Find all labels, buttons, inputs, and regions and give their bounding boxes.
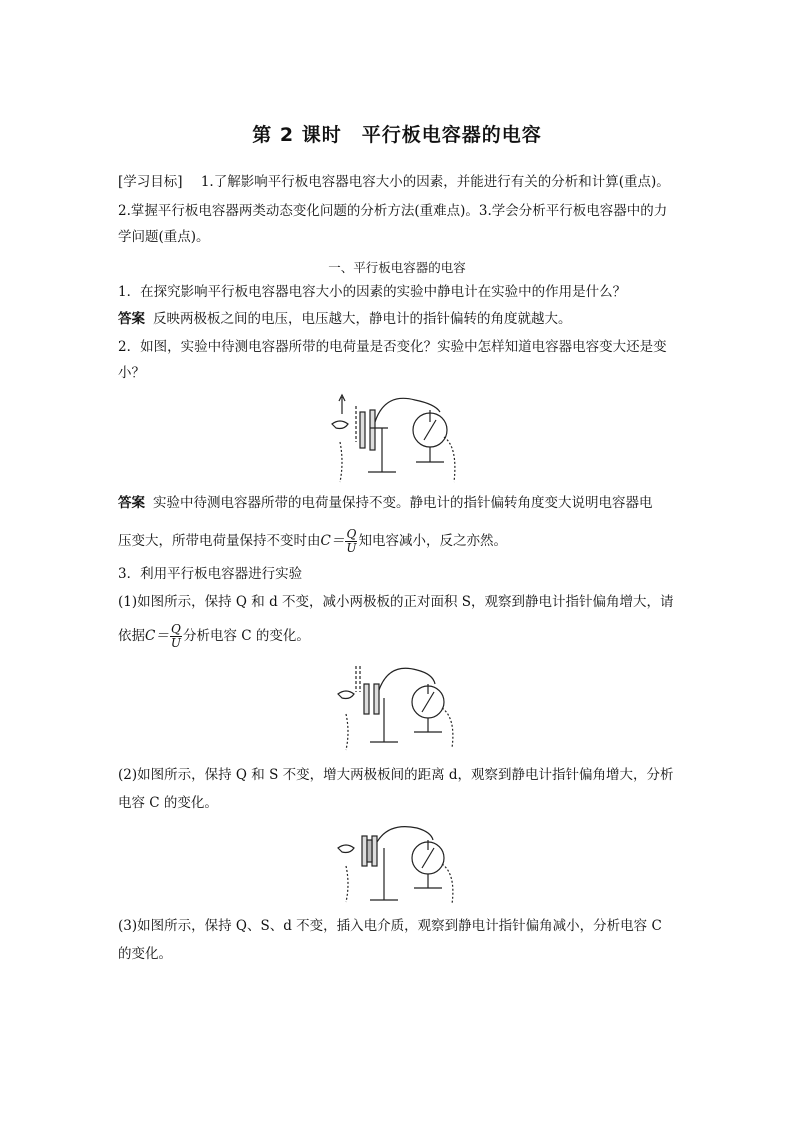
electroscope-figure-3 — [336, 822, 466, 908]
learning-goals-line3: 学问题(重点)。 — [118, 229, 210, 245]
answer-label: 答案 — [118, 311, 145, 327]
question-1: 1．在探究影响平行板电容器电容大小的因素的实验中静电计在实验中的作用是什么？ — [118, 284, 627, 300]
question-3-2-line1: (2)如图所示，保持 Q 和 S 不变，增大两极板间的距离 d，观察到静电计指针偏角增大，分析 — [118, 767, 674, 783]
formula-numerator: Q — [170, 622, 181, 636]
answer-label: 答案 — [118, 495, 145, 511]
answer-2-text2-post: 知电容减小，反之亦然。 — [358, 533, 507, 549]
learning-goals-label: [学习目标] — [118, 174, 183, 190]
page-title: 第 2 课时 平行板电容器的电容 — [252, 124, 542, 146]
question-2-line2: 小？ — [118, 365, 145, 381]
hand-icon — [332, 421, 348, 429]
answer-2-text2-pre: 压变大，所带电荷量保持不变时由 — [118, 533, 321, 549]
answer-2-line2 — [118, 527, 678, 555]
question-3-2-line2: 电容 C 的变化。 — [118, 795, 218, 811]
formula-fraction — [170, 623, 182, 650]
answer-2-text1: 实验中待测电容器所带的电荷量保持不变。静电计的指针偏转角度变大说明电容器电 — [153, 495, 653, 511]
electroscope-figure-1 — [330, 392, 470, 487]
learning-goals-line2: 2.掌握平行板电容器两类动态变化问题的分析方法(重难点)。3.学会分析平行板电容器中的力 — [118, 203, 668, 219]
answer-1 — [118, 309, 678, 329]
learning-goals-text1: 1.了解影响平行板电容器电容大小的因素，并能进行有关的分析和计算(重点)。 — [200, 174, 670, 190]
question-3-1-text-post: 分析电容 C 的变化。 — [182, 628, 310, 644]
hand-icon — [338, 691, 354, 699]
question-3-1-line2 — [118, 622, 678, 650]
formula-fraction — [345, 528, 357, 555]
question-3-1-line1: (1)如图所示，保持 Q 和 d 不变，减小两极板的正对面积 S，观察到静电计指针偏角增大，请 — [118, 594, 674, 610]
learning-goals-line1 — [118, 172, 678, 192]
formula-denominator: U — [170, 636, 181, 650]
answer-1-text: 反映两极板之间的电压，电压越大，静电计的指针偏转的角度就越大。 — [153, 311, 572, 327]
question-3-3-line1: (3)如图所示，保持 Q、S、d 不变，插入电介质，观察到静电计指针偏角减小，分析电容 C — [118, 918, 662, 934]
answer-2-line1 — [118, 493, 678, 513]
formula-lhs: C＝ — [320, 533, 345, 549]
question-3-3-line2: 的变化。 — [118, 946, 172, 962]
formula-lhs: C＝ — [145, 628, 169, 644]
question-2-line1: 2．如图，实验中待测电容器所带的电荷量是否变化？实验中怎样知道电容器电容变大还是变 — [118, 339, 667, 355]
section-heading-1: 一、平行板电容器的电容 — [328, 260, 466, 275]
formula-numerator: Q — [346, 527, 357, 541]
hand-icon — [338, 845, 354, 853]
formula-denominator: U — [346, 541, 357, 555]
question-3-1-text-pre: 依据 — [118, 628, 145, 644]
question-3: 3．利用平行板电容器进行实验 — [118, 566, 303, 582]
electroscope-figure-2 — [336, 662, 466, 754]
